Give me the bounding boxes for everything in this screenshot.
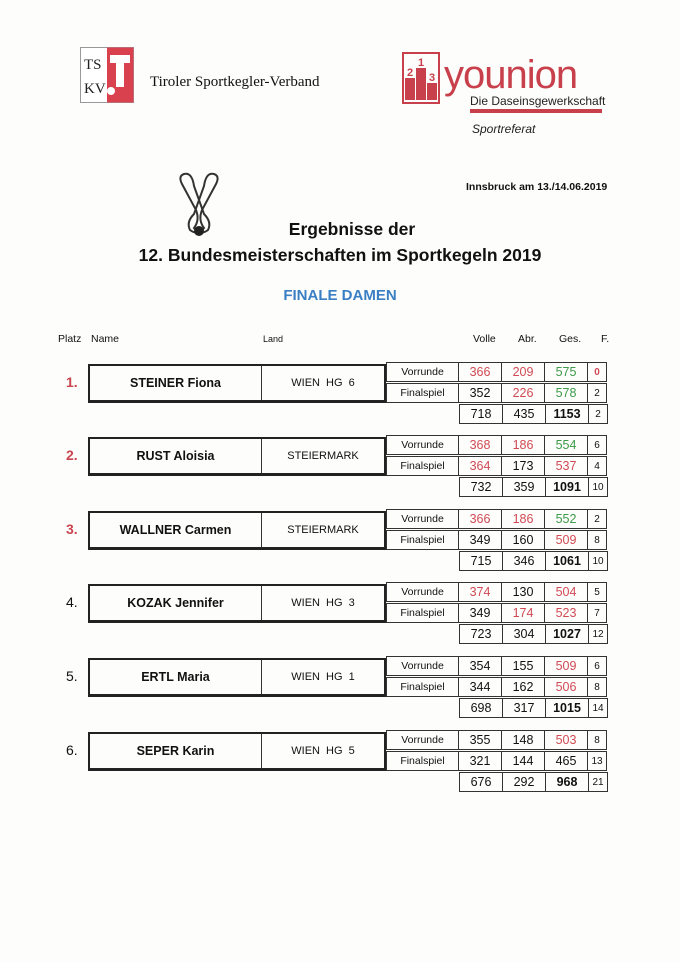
org-name: Tiroler Sportkegler-Verband xyxy=(150,74,320,90)
result-entry xyxy=(0,435,680,495)
podium-3: 3 xyxy=(429,72,436,84)
total-abr: 292 xyxy=(502,772,546,792)
vorrunde-row xyxy=(386,509,607,529)
col-abr: Abr. xyxy=(518,333,537,345)
f-value: 8 xyxy=(587,730,607,750)
podium-2: 2 xyxy=(407,67,414,79)
abr-value: 174 xyxy=(501,603,545,623)
name-box xyxy=(88,584,386,623)
vorrunde-row xyxy=(386,730,607,750)
col-ges: Ges. xyxy=(559,333,582,345)
ges-value: 523 xyxy=(544,603,588,623)
finalspiel-row xyxy=(386,751,607,771)
finalspiel-row xyxy=(386,677,607,697)
athlete-name: SEPER Karin xyxy=(90,734,262,768)
result-entry xyxy=(0,582,680,642)
total-abr: 435 xyxy=(502,404,546,424)
f-value: 5 xyxy=(587,582,607,602)
volle-value: 374 xyxy=(458,582,502,602)
total-volle: 698 xyxy=(459,698,503,718)
result-entry xyxy=(0,730,680,790)
total-row xyxy=(460,772,608,792)
name-box xyxy=(88,437,386,476)
title-finale: FINALE DAMEN xyxy=(283,287,397,304)
f-value: 0 xyxy=(587,362,607,382)
round-label: Finalspiel xyxy=(386,530,459,550)
ges-value: 537 xyxy=(544,456,588,476)
total-ges: 1091 xyxy=(545,477,589,497)
vorrunde-row xyxy=(386,362,607,382)
round-label: Finalspiel xyxy=(386,603,459,623)
volle-value: 352 xyxy=(458,383,502,403)
total-row xyxy=(460,477,608,497)
abr-value: 209 xyxy=(501,362,545,382)
rank: 4. xyxy=(66,594,78,610)
total-volle: 676 xyxy=(459,772,503,792)
athlete-name: WALLNER Carmen xyxy=(90,513,262,547)
total-row xyxy=(460,624,608,644)
volle-value: 364 xyxy=(458,456,502,476)
abr-value: 226 xyxy=(501,383,545,403)
total-f: 12 xyxy=(588,624,608,644)
athlete-land: WIEN HG 5 xyxy=(291,745,355,757)
total-volle: 723 xyxy=(459,624,503,644)
total-f: 10 xyxy=(588,477,608,497)
abr-value: 160 xyxy=(501,530,545,550)
abr-value: 130 xyxy=(501,582,545,602)
younion-sub: Sportreferat xyxy=(472,122,536,136)
athlete-land: STEIERMARK xyxy=(287,524,359,536)
finalspiel-row xyxy=(386,456,607,476)
f-value: 8 xyxy=(587,677,607,697)
athlete-land: WIEN HG 6 xyxy=(291,377,355,389)
total-abr: 317 xyxy=(502,698,546,718)
title-line-2: 12. Bundesmeisterschaften im Sportkegeln 2019 xyxy=(138,245,542,265)
total-ges: 968 xyxy=(545,772,589,792)
f-value: 2 xyxy=(587,383,607,403)
total-row xyxy=(460,404,608,424)
round-label: Vorrunde xyxy=(386,582,459,602)
total-volle: 732 xyxy=(459,477,503,497)
total-ges: 1027 xyxy=(545,624,589,644)
f-value: 6 xyxy=(587,656,607,676)
tskv-letters-bottom: KV xyxy=(84,81,106,97)
name-box xyxy=(88,511,386,550)
younion-logo xyxy=(400,50,610,142)
round-label: Vorrunde xyxy=(386,435,459,455)
round-label: Finalspiel xyxy=(386,751,459,771)
score-box xyxy=(386,435,618,496)
total-abr: 359 xyxy=(502,477,546,497)
ges-value: 503 xyxy=(544,730,588,750)
finalspiel-row xyxy=(386,603,607,623)
younion-wordmark: younion xyxy=(444,53,578,97)
total-volle: 715 xyxy=(459,551,503,571)
score-box xyxy=(386,730,618,791)
total-abr: 346 xyxy=(502,551,546,571)
ges-value: 509 xyxy=(544,656,588,676)
total-ges: 1153 xyxy=(545,404,589,424)
rank: 1. xyxy=(66,374,78,390)
score-box xyxy=(386,509,618,570)
f-value: 4 xyxy=(587,456,607,476)
total-abr: 304 xyxy=(502,624,546,644)
total-row xyxy=(460,698,608,718)
vorrunde-row xyxy=(386,656,607,676)
f-value: 2 xyxy=(587,509,607,529)
athlete-land: WIEN HG 1 xyxy=(291,671,355,683)
volle-value: 349 xyxy=(458,603,502,623)
abr-value: 162 xyxy=(501,677,545,697)
total-volle: 718 xyxy=(459,404,503,424)
volle-value: 354 xyxy=(458,656,502,676)
ges-value: 554 xyxy=(544,435,588,455)
athlete-name: ERTL Maria xyxy=(90,660,262,694)
volle-value: 366 xyxy=(458,362,502,382)
tskv-letters-top: TS xyxy=(84,57,102,73)
athlete-name: STEINER Fiona xyxy=(90,366,262,400)
result-entry xyxy=(0,509,680,569)
athlete-name: RUST Aloisia xyxy=(90,439,262,473)
finalspiel-row xyxy=(386,383,607,403)
col-f: F. xyxy=(601,333,610,345)
col-name: Name xyxy=(91,333,120,345)
tskv-logo xyxy=(80,47,134,103)
ges-value: 578 xyxy=(544,383,588,403)
athlete-name: KOZAK Jennifer xyxy=(90,586,262,620)
col-platz: Platz xyxy=(58,333,82,345)
finalspiel-row xyxy=(386,530,607,550)
total-f: 10 xyxy=(588,551,608,571)
round-label: Vorrunde xyxy=(386,509,459,529)
ges-value: 509 xyxy=(544,530,588,550)
ges-value: 465 xyxy=(544,751,588,771)
volle-value: 344 xyxy=(458,677,502,697)
score-box xyxy=(386,362,618,423)
city-date: Innsbruck am 13./14.06.2019 xyxy=(466,181,608,193)
athlete-land: WIEN HG 3 xyxy=(291,597,355,609)
total-ges: 1061 xyxy=(545,551,589,571)
round-label: Vorrunde xyxy=(386,362,459,382)
total-f: 14 xyxy=(588,698,608,718)
round-label: Finalspiel xyxy=(386,677,459,697)
total-row xyxy=(460,551,608,571)
rank: 5. xyxy=(66,668,78,684)
volle-value: 368 xyxy=(458,435,502,455)
rank: 6. xyxy=(66,742,78,758)
total-f: 21 xyxy=(588,772,608,792)
round-label: Vorrunde xyxy=(386,730,459,750)
abr-value: 148 xyxy=(501,730,545,750)
abr-value: 186 xyxy=(501,435,545,455)
name-box xyxy=(88,732,386,771)
f-value: 6 xyxy=(587,435,607,455)
total-ges: 1015 xyxy=(545,698,589,718)
col-volle: Volle xyxy=(473,333,496,345)
abr-value: 144 xyxy=(501,751,545,771)
abr-value: 186 xyxy=(501,509,545,529)
f-value: 8 xyxy=(587,530,607,550)
total-f: 2 xyxy=(588,404,608,424)
name-box xyxy=(88,658,386,697)
round-label: Finalspiel xyxy=(386,383,459,403)
f-value: 13 xyxy=(587,751,607,771)
ges-value: 506 xyxy=(544,677,588,697)
name-box xyxy=(88,364,386,403)
vorrunde-row xyxy=(386,435,607,455)
ges-value: 552 xyxy=(544,509,588,529)
result-entry xyxy=(0,362,680,422)
volle-value: 349 xyxy=(458,530,502,550)
round-label: Vorrunde xyxy=(386,656,459,676)
score-box xyxy=(386,656,618,717)
result-entry xyxy=(0,656,680,716)
round-label: Finalspiel xyxy=(386,456,459,476)
podium-1: 1 xyxy=(418,57,425,69)
ges-value: 504 xyxy=(544,582,588,602)
col-land: Land xyxy=(263,334,284,344)
abr-value: 173 xyxy=(501,456,545,476)
volle-value: 355 xyxy=(458,730,502,750)
younion-tagline: Die Daseinsgewerkschaft xyxy=(470,94,606,108)
f-value: 7 xyxy=(587,603,607,623)
volle-value: 321 xyxy=(458,751,502,771)
score-box xyxy=(386,582,618,643)
rank: 2. xyxy=(66,447,78,463)
title-line-1: Ergebnisse der xyxy=(288,219,416,239)
ges-value: 575 xyxy=(544,362,588,382)
rank: 3. xyxy=(66,521,78,537)
vorrunde-row xyxy=(386,582,607,602)
volle-value: 366 xyxy=(458,509,502,529)
athlete-land: STEIERMARK xyxy=(287,450,359,462)
abr-value: 155 xyxy=(501,656,545,676)
